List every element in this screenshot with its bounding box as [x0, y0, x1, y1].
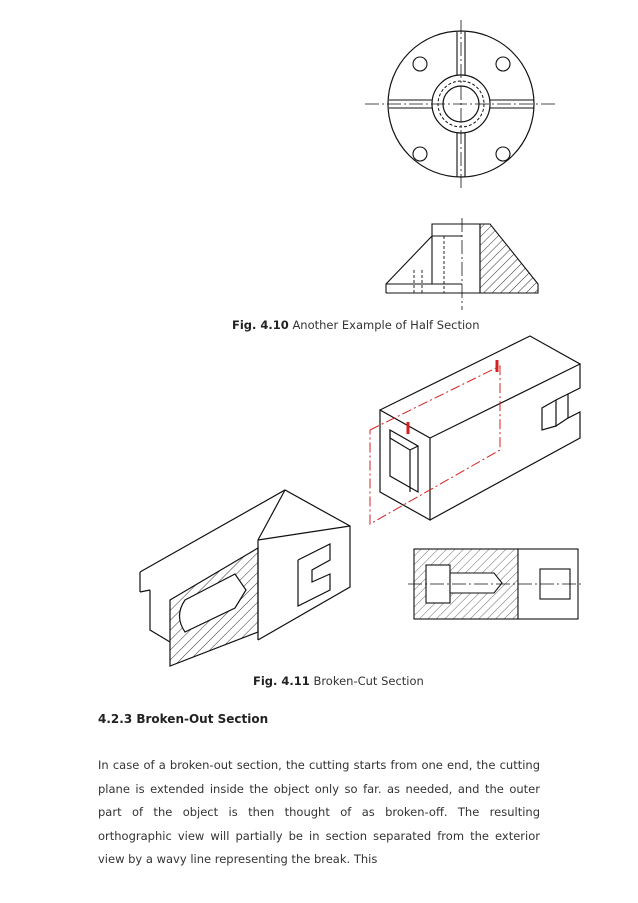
figure-number: Fig. 4.11 [253, 674, 310, 688]
top-face [380, 336, 580, 438]
figure-caption-text: Broken-Cut Section [313, 674, 424, 688]
section-paragraph: In case of a broken-out section, the cutting starts from one end, the cutting plane is extended inside the object only so far. as needed, and the outer part of the object is then thought of as broken-off. The resulting orthographic view will partially be in section separated from the exterior view by a wavy line representing the break. This [98, 758, 540, 866]
exterior-half [386, 224, 462, 293]
figure-caption-text: Another Example of Half Section [292, 318, 480, 332]
centerlines [365, 20, 555, 188]
figure-number: Fig. 4.10 [232, 318, 289, 332]
front-face [380, 410, 430, 520]
fig-4-10-top-view [355, 18, 575, 188]
fig-4-11-iso-uncut [360, 330, 590, 535]
side-face [430, 364, 580, 520]
sectioned-half [480, 224, 538, 293]
square-hole [390, 430, 418, 492]
section-heading: 4.2.3 Broken-Out Section [98, 712, 269, 726]
fig-4-11-iso-cut [130, 482, 360, 667]
fig-4-11-caption [253, 674, 424, 688]
fig-4-11-ortho [408, 545, 588, 625]
fig-4-10-front-view [380, 218, 550, 310]
